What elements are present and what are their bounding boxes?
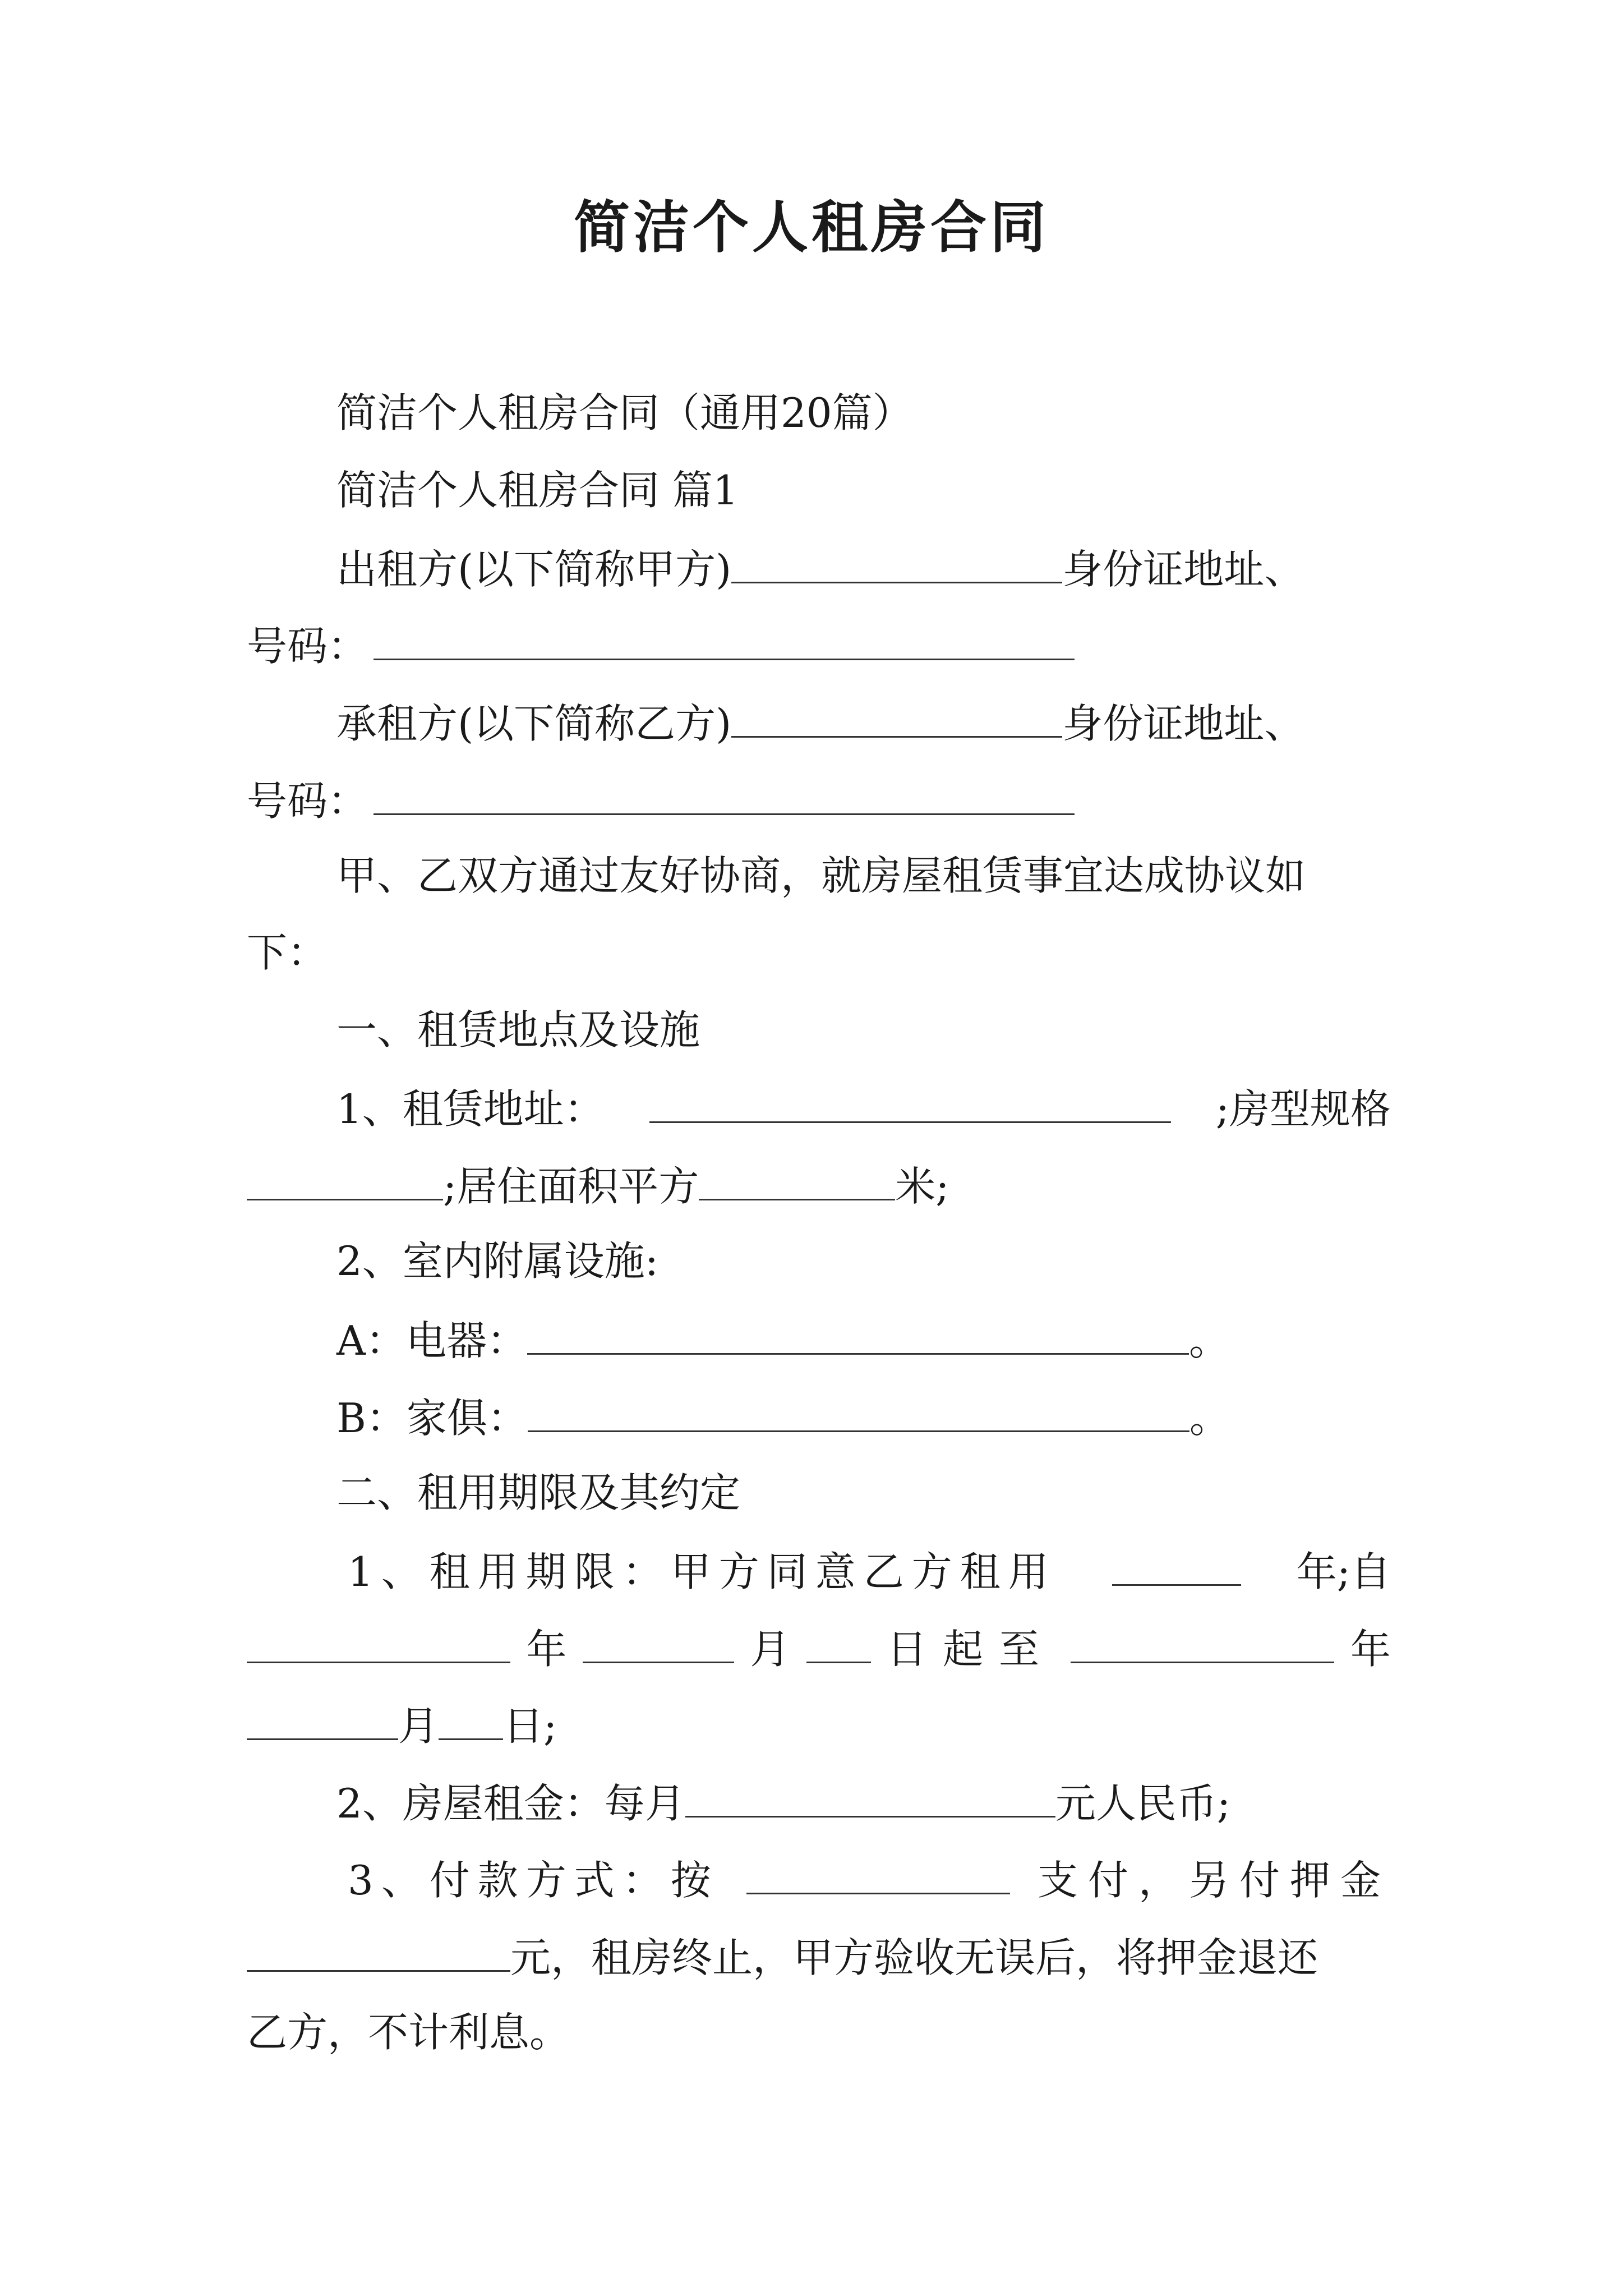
appliances-end: 。 <box>1189 1317 1230 1364</box>
lease-dates-line <box>247 1626 1391 1673</box>
section-one-text: 一、租赁地点及设施 <box>336 1006 700 1053</box>
facilities-heading <box>336 1237 659 1285</box>
lessee-id-label: 身份证地址、 <box>1062 700 1305 747</box>
agreement-line <box>336 852 1306 899</box>
start-year-label: 年 <box>526 1626 567 1673</box>
lessee-number-blank <box>374 779 1075 815</box>
rent-blank <box>685 1781 1055 1818</box>
interest-line <box>247 2009 570 2056</box>
rental-address-label: 1、租赁地址： <box>336 1085 605 1133</box>
end-month-blank <box>247 1704 398 1740</box>
start-month-blank <box>583 1627 734 1663</box>
area-line <box>247 1163 949 1210</box>
appliances-blank <box>527 1318 1189 1355</box>
rental-address-blank <box>649 1087 1171 1123</box>
furniture-end: 。 <box>1189 1395 1230 1442</box>
end-year-label: 年 <box>1350 1626 1391 1673</box>
lessor-number-blank <box>374 624 1075 660</box>
end-month-label: 月 <box>398 1703 439 1750</box>
facilities-text: 2、室内附属设施: <box>336 1237 659 1285</box>
document-title: 简洁个人租房合同 <box>574 194 1049 260</box>
furniture-blank <box>528 1396 1189 1432</box>
rent-unit: 元人民币; <box>1055 1780 1231 1827</box>
furniture-label: B：家俱： <box>336 1395 528 1442</box>
area-label: ;居住面积平方 <box>443 1163 699 1210</box>
lessee-label: 承租方(以下简称乙方) <box>336 700 732 747</box>
lessor-number-label: 号码： <box>247 623 368 670</box>
end-day-label: 日; <box>503 1703 557 1750</box>
lessee-number-label: 号码： <box>247 777 368 825</box>
lessee-blank <box>731 701 1062 738</box>
lessee-number-line <box>247 777 1075 825</box>
rent-line <box>336 1780 1231 1827</box>
lessee-line <box>336 700 1305 747</box>
appliances-label: A：电器： <box>336 1317 527 1364</box>
deposit-label: 支付，另付押金 <box>1037 1857 1391 1904</box>
area-unit: 米; <box>895 1163 949 1210</box>
end-year-blank <box>1071 1627 1334 1663</box>
deposit-text: 元，租房终止，甲方验收无误后，将押金退还 <box>510 1934 1318 1981</box>
section-heading-text: 简洁个人租房合同 篇1 <box>336 467 739 514</box>
end-day-blank <box>439 1704 503 1740</box>
lessor-id-label: 身份证地址、 <box>1062 546 1305 593</box>
area-blank <box>699 1164 895 1200</box>
agreement-text-cont: 下： <box>247 929 328 976</box>
section-two-text: 二、租用期限及其约定 <box>336 1469 741 1516</box>
rent-label: 2、房屋租金：每月 <box>336 1780 685 1827</box>
lessor-blank <box>731 547 1062 583</box>
lease-years-unit: 年;自 <box>1296 1548 1391 1595</box>
lease-end-line <box>247 1703 557 1750</box>
section-two-heading <box>336 1469 741 1516</box>
lessor-number-line <box>247 623 1075 670</box>
deposit-line <box>247 1934 1318 1981</box>
room-type-blank <box>247 1164 443 1200</box>
subtitle-text: 简洁个人租房合同（通用20篇） <box>336 389 913 436</box>
lease-term-line <box>348 1548 1391 1595</box>
section-one-heading <box>336 1006 700 1053</box>
room-type-label: ;房型规格 <box>1215 1085 1391 1133</box>
start-month-label: 月 <box>750 1626 791 1673</box>
rental-address-line <box>336 1085 1391 1133</box>
start-year-blank <box>247 1627 510 1663</box>
interest-text: 乙方，不计利息。 <box>247 2009 570 2056</box>
start-day-label: 日起至 <box>887 1626 1055 1673</box>
agreement-text: 甲、乙双方通过友好协商，就房屋租赁事宜达成协议如 <box>336 852 1306 899</box>
appliances-line <box>336 1317 1230 1364</box>
section-heading-line <box>336 467 739 514</box>
payment-method-blank <box>746 1858 1010 1894</box>
subtitle-line <box>336 389 913 436</box>
start-day-blank <box>806 1627 871 1663</box>
furniture-line <box>336 1395 1230 1442</box>
lessor-line <box>336 546 1305 593</box>
lessor-label: 出租方(以下简称甲方) <box>336 546 732 593</box>
deposit-blank <box>247 1935 510 1972</box>
payment-line <box>348 1857 1391 1904</box>
agreement-line-cont <box>247 929 328 976</box>
payment-label: 3、付款方式：按 <box>348 1857 719 1904</box>
lease-years-blank <box>1112 1549 1241 1586</box>
lease-term-label: 1、租用期限：甲方同意乙方租用 <box>348 1548 1057 1595</box>
